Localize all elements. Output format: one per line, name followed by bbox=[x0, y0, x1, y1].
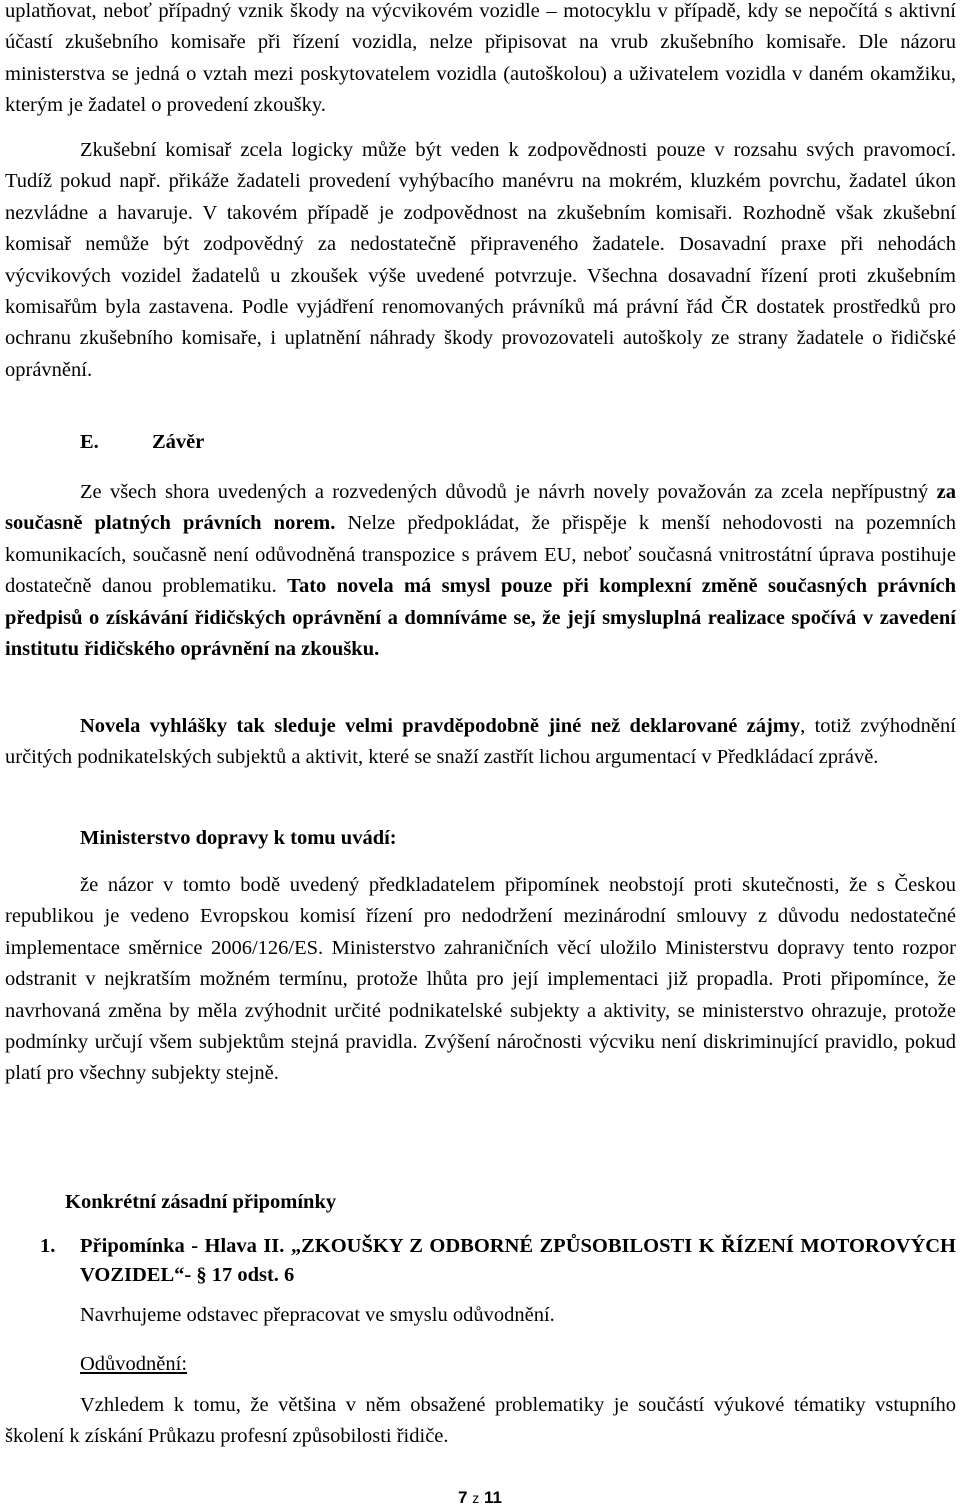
item1-proposal: Navrhujeme odstavec přepracovat ve smyslu odůvodnění. bbox=[80, 1304, 555, 1326]
item1-title: Připomínka - Hlava II. „ZKOUŠKY Z ODBORNÉ ZPŮSOBILOSTI K ŘÍZENÍ MOTOROVÝCH VOZIDEL“- § 17 odst. 6 bbox=[80, 1235, 956, 1286]
page-total: 11 bbox=[483, 1488, 502, 1507]
ministry-heading: Ministerstvo dopravy k tomu uvádí: bbox=[80, 827, 397, 849]
paragraph-conclusion bbox=[5, 477, 956, 665]
paragraph-liability: uplatňovat, neboť případný vznik škody na výcvikovém vozidle – motocyklu v případě, kdy se nepočítá s aktivní účastí zkušebního komisaře při řízení vozidla, nelze připisovat na vrub zkušebního komisaře. Dle názoru ministerstva se jedná o vztah mezi poskytovatelem vozidla (autoškolou) a uživatelem vozidla v daném okamžiku, kterým je žadatel o provedení zkoušky. bbox=[5, 0, 956, 117]
item1-reason-label: Odůvodnění: bbox=[80, 1353, 188, 1375]
paragraph-ministry-response: že názor v tomto bodě uvedený předkladatelem připomínek neobstojí proti skutečnosti, že s Českou republikou je vedeno Evropskou komisí řízení pro nedodržení mezinárodní smlouvy z důvodu nedostatečné implementace směrnice 2006/126/ES. Ministerstvo zahraničních věcí uložilo Ministerstvu dopravy tento rozpor odstranit v nejkratším možném termínu, protože lhůta pro její implementaci již propadla. Proti připomínce, že navrhovaná změna by měla zvýhodnit určité podnikatelské subjekty a aktivity, se ministerstvo ohrazuje, protože podmínky určují všem subjektům stejná pravidla. Zvýšení náročnosti výcviku není diskriminující pravidlo, pokud platí pro všechny subjekty stejně. bbox=[5, 874, 956, 1085]
page-number bbox=[0, 1488, 960, 1508]
comments-heading: Konkrétní zásadní připomínky bbox=[65, 1191, 337, 1213]
conclusion-text-c: Nelze předpokládat, že přispěje k menší nehodovosti na pozemních komunikacích, současně není odůvodněná transpozice s právem EU, neboť současná vnitrostátní úprava postihuje dostatečně danou problematiku. bbox=[5, 512, 956, 598]
conclusion-text-d: Tato novela má smysl pouze při komplexní změně současných právních předpisů o získávání řidičských oprávnění a domníváme se, že její smysluplná realizace spočívá v zavedení institutu řidičského oprávnění na zkoušku. bbox=[5, 575, 957, 661]
conclusion-text-b: za současně platných právních norem. bbox=[5, 481, 956, 535]
section-e-letter: E. bbox=[80, 431, 99, 453]
item1-number: 1. bbox=[40, 1235, 56, 1257]
page-separator: z bbox=[472, 1490, 480, 1506]
page-current: 7 bbox=[458, 1488, 468, 1507]
paragraph-novela-interests bbox=[5, 711, 956, 774]
novela-text-a: Novela vyhlášky tak sleduje velmi pravděpodobně jiné než deklarované zájmy bbox=[80, 715, 801, 737]
paragraph-examiner-responsibility: Zkušební komisař zcela logicky může být veden k zodpovědnosti pouze v rozsahu svých pravomocí. Tudíž pokud např. přikáže žadateli provedení vyhýbacího manévru na mokrém, kluzkém povrchu, žadatel úkon nezvládne a havaruje. V takovém případě je zodpovědnost na zkušebním komisaři. Rozhodně však zkušební komisař nemůže být zodpovědný za nedostatečně připraveného žadatele. Dosavadní praxe při nehodách výcvikových vozidel žadatelů u zkoušek výše uvedené potvrzuje. Všechna dosavadní řízení proti zkušebním komisařům byla zastavena. Podle vyjádření renomovaných právníků má právní řád ČR dostatek prostředků pro ochranu zkušebního komisaře, i uplatnění náhrady škody provozovateli autoškoly ze strany žadatele o řidičské oprávnění. bbox=[5, 139, 956, 381]
conclusion-text-a: Ze všech shora uvedených a rozvedených důvodů je návrh novely považován za zcela nepřípustný bbox=[80, 481, 937, 503]
novela-text-b: , totiž zvýhodnění určitých podnikatelských subjektů a aktivit, které se snaží zastřít lichou argumentací v Předkládací zprávě. bbox=[5, 715, 956, 769]
section-e-title: Závěr bbox=[152, 431, 205, 453]
paragraph-reason: Vzhledem k tomu, že většina v něm obsažené problematiky je součástí výukové tématiky vstupního školení k získání Průkazu profesní způsobilosti řidiče. bbox=[5, 1394, 956, 1448]
